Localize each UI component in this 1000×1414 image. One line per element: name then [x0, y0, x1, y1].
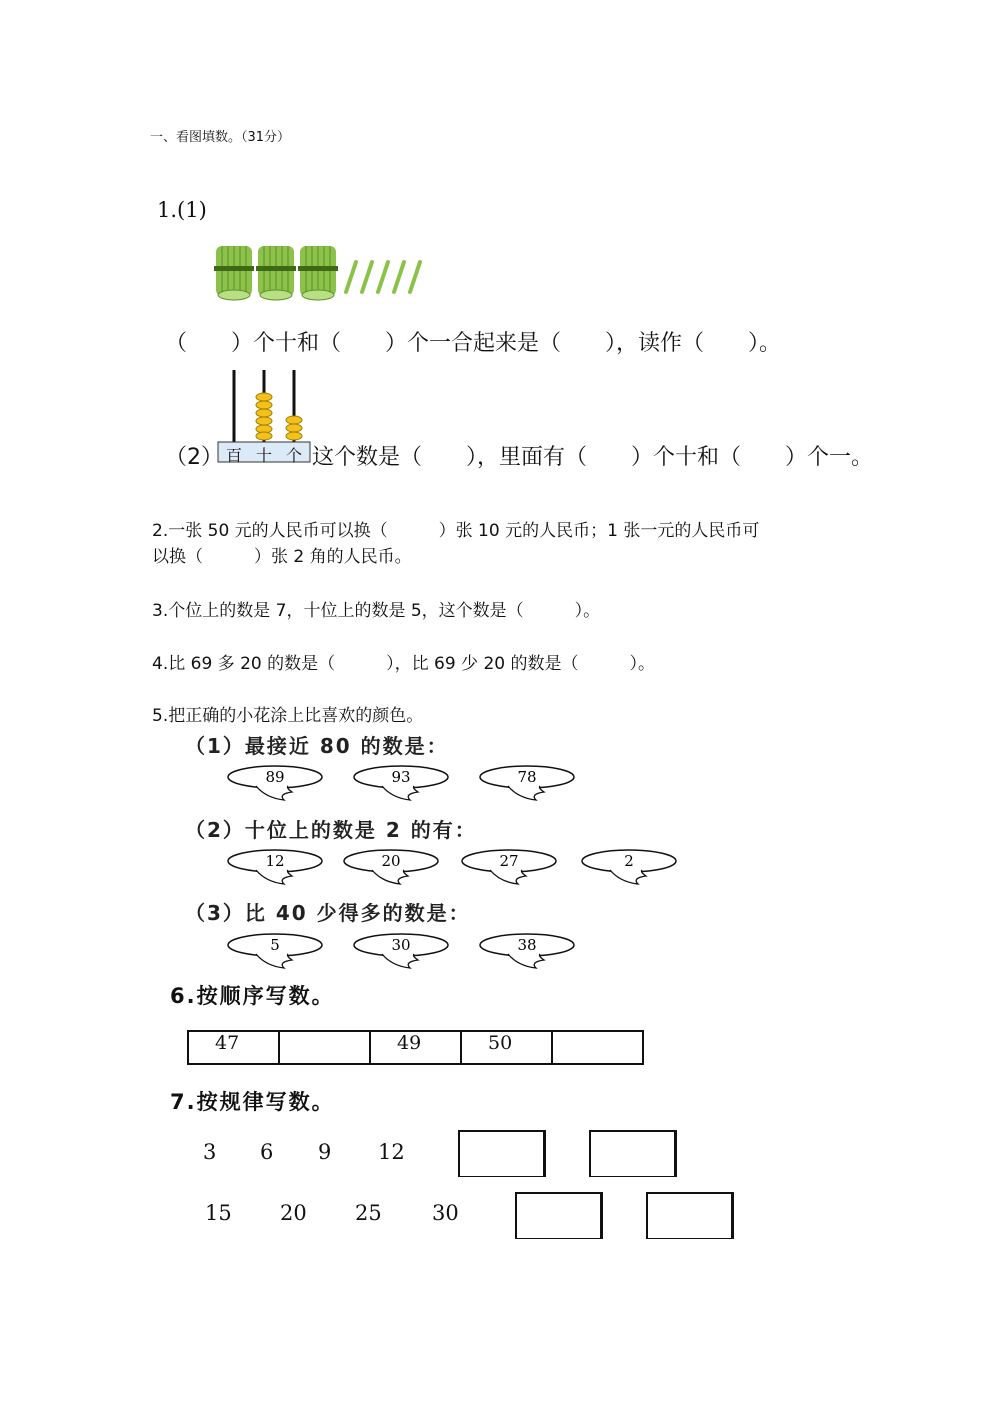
- stick-bundle: [298, 246, 338, 300]
- q2-line1: 2.一张 50 元的人民币可以换（ ）张 10 元的人民币；1 张一元的人民币可: [152, 521, 760, 541]
- q6-title: 6.按顺序写数。: [170, 984, 335, 1008]
- sequence-table: [187, 1030, 644, 1065]
- flower-5[interactable]: [226, 932, 326, 972]
- q5-title: 5.把正确的小花涂上比喜欢的颜色。: [152, 706, 424, 726]
- sequence-cell: 49: [370, 1031, 461, 1064]
- section-title: 一、看图填数。（31分）: [150, 130, 291, 145]
- sequence-blank-cell[interactable]: [552, 1031, 643, 1064]
- stick-bundles-illustration: [212, 238, 422, 302]
- flower-89[interactable]: [226, 764, 326, 804]
- pattern-row1-answer-box[interactable]: [589, 1130, 677, 1177]
- pattern-row2-number: 15: [205, 1201, 232, 1225]
- q2-line2: 以换（ ）张 2 角的人民币。: [152, 547, 412, 567]
- pattern-row1-number: 3: [203, 1140, 217, 1164]
- flower-number: 78: [517, 768, 537, 786]
- abacus-label-hundreds: 百: [226, 446, 243, 465]
- pattern-row1-number: 12: [378, 1140, 405, 1164]
- q1-part2-prefix: （2）: [165, 445, 223, 470]
- flower-number: 93: [391, 768, 411, 786]
- q1-label: 1.(1): [157, 198, 207, 222]
- single-stick: [410, 262, 420, 292]
- q5-sub2-label: （2）十位上的数是 2 的有：: [185, 818, 477, 842]
- q3-text: 3.个位上的数是 7，十位上的数是 5，这个数是（ ）。: [152, 601, 601, 621]
- flower-number: 5: [270, 936, 280, 954]
- q1-part1-text: （ ）个十和（ ）个一合起来是（ ），读作（ ）。: [165, 331, 782, 356]
- q4-text: 4.比 69 多 20 的数是（ ），比 69 少 20 的数是（ ）。: [152, 654, 655, 674]
- flower-30[interactable]: [352, 932, 452, 972]
- q1-part2-text: 这个数是（ ），里面有（ ）个十和（ ）个一。: [312, 445, 874, 470]
- flower-27[interactable]: [460, 848, 560, 888]
- pattern-row1-number: 9: [318, 1140, 332, 1164]
- flower-93[interactable]: [352, 764, 452, 804]
- sequence-cell: 50: [461, 1031, 552, 1064]
- pattern-row2-answer-box[interactable]: [646, 1192, 734, 1239]
- single-stick: [394, 262, 404, 292]
- flower-2[interactable]: [580, 848, 680, 888]
- flower-number: 89: [265, 768, 285, 786]
- pattern-row1-number: 6: [260, 1140, 274, 1164]
- flower-number: 2: [624, 852, 634, 870]
- pattern-row2-number: 20: [280, 1201, 307, 1225]
- flower-20[interactable]: [342, 848, 442, 888]
- pattern-row2-answer-box[interactable]: [515, 1192, 603, 1239]
- stick-bundle: [256, 246, 296, 300]
- single-stick: [346, 262, 356, 292]
- abacus-beads-tens: [256, 393, 272, 440]
- sequence-cell: 47: [188, 1031, 279, 1064]
- pattern-row2-number: 30: [432, 1201, 459, 1225]
- abacus-beads-ones: [286, 416, 302, 440]
- flower-12[interactable]: [226, 848, 326, 888]
- single-stick: [362, 262, 372, 292]
- flower-number: 27: [499, 852, 519, 870]
- sequence-blank-cell[interactable]: [279, 1031, 370, 1064]
- flower-38[interactable]: [478, 932, 578, 972]
- q5-sub1-label: （1）最接近 80 的数是：: [185, 734, 449, 758]
- q5-sub3-label: （3）比 40 少得多的数是：: [185, 901, 471, 925]
- q7-title: 7.按规律写数。: [170, 1090, 335, 1114]
- flower-number: 38: [517, 936, 537, 954]
- pattern-row2-number: 25: [355, 1201, 382, 1225]
- flower-number: 20: [381, 852, 401, 870]
- flower-number: 30: [391, 936, 411, 954]
- single-stick: [378, 262, 388, 292]
- abacus-label-tens: 十: [256, 446, 273, 465]
- flower-number: 12: [265, 852, 285, 870]
- abacus-label-ones: 个: [286, 446, 303, 465]
- flower-78[interactable]: [478, 764, 578, 804]
- pattern-row1-answer-box[interactable]: [458, 1130, 546, 1177]
- stick-bundle: [214, 246, 254, 300]
